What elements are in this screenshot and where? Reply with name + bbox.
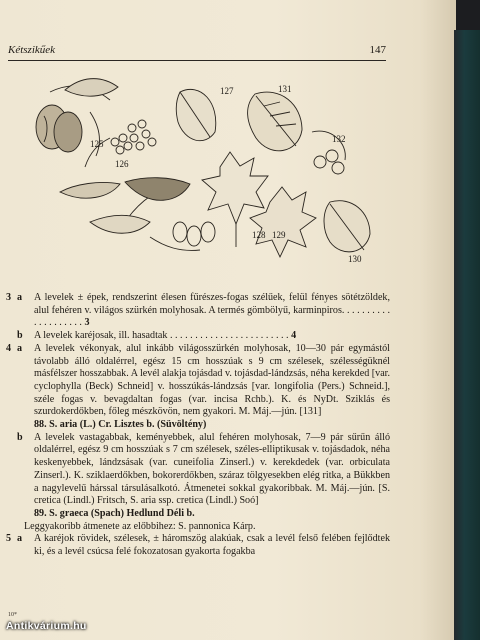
figure-label: 125	[90, 139, 104, 149]
key-entry	[6, 343, 390, 432]
key-number: 4	[6, 342, 12, 354]
key-letter: a	[17, 342, 23, 354]
figure-label: 130	[348, 254, 362, 264]
figure-label: 129	[272, 230, 286, 240]
key-text-body: A karéjok rövidek, szélesek, ± háromszög alakúak, csak a levél felső felében fejlődtek ki, és a levél csúcsa felé fokozatosan gyakorta fogakba	[34, 533, 390, 558]
figure-label: 128	[252, 230, 266, 240]
species-name: 88. S. aria (L.) Cr. Lisztes b. (Süvöltény)	[34, 419, 207, 431]
key-text-body: A levelek ± épek, rendszerint élesen fűrészes-fogas szélűek, felül fényes sötétzöldek, alul fehéren v. világos szürkén molyhosak. A termés gömbölyű, karminpiros.	[34, 292, 390, 316]
key-text-body: A levelek karéjosak, ill. hasadtak	[34, 330, 168, 342]
watermark: Antikvárium.hu	[6, 620, 87, 632]
book-spine	[454, 30, 480, 640]
key-reference: 4	[291, 330, 297, 342]
figure-label: 132	[332, 134, 346, 144]
figure-label: 127	[220, 86, 234, 96]
botanical-illustration	[30, 72, 390, 272]
key-entry	[6, 432, 390, 521]
figure-label: 126	[115, 159, 129, 169]
printer-signature: 10*	[8, 612, 17, 618]
key-letter: a	[17, 533, 23, 545]
note-line	[6, 521, 390, 534]
key-text-body: A levelek vastagabbak, keményebbek, alul fehéren molyhosak, 7—9 pár sűrűn álló oldalérrel, egész 9 cm hosszúak s 7 cm szélesek, széles-elliptikusak v. tojásdadok, néha keskenyebbek, lándzsásak (var. cuneifolia Zinserl.) v. kerekdedek (var. orbiculata Zinserl.). K. sziklaerdőkben, bokorerdőkben, száraz tölgyesekben elég ritka, a Bükkben a nagylevelű hárssal társulásalkotó. Átmenetei sokkal gyakoribbak. M. Máj.—jún. [S. cretica (Lindl.) Fritsch, S. aria ssp. cretica (Lindl.) Soó]	[34, 431, 390, 507]
key-reference: 3	[84, 317, 90, 329]
running-head: Kétszikűek	[8, 44, 56, 56]
note-text: Leggyakoribb átmenete az előbbihez: S. pannonica Kárp.	[24, 520, 256, 532]
key-letter: b	[17, 431, 23, 443]
key-entry	[6, 533, 390, 558]
figure-label: 131	[278, 84, 292, 94]
key-letter: a	[17, 292, 23, 303]
species-name: 89. S. graeca (Spach) Hedlund Déli b.	[34, 507, 195, 519]
key-text-body: A levelek vékonyak, alul inkább világosszürkén molyhosak, 10—30 pár egymástól távolabb álló oldalérrel, egész 15 cm hosszúak s 9 cm szélesek, szélességüknél másfélszer hosszabbak. A levél alakja tojásdad v. tojásdad-lándzsás, néha kerekded [var. cyclophylla (Beck) Schneid] v. hosszúkás-lándzsás [var. longifolia (Pers.) Schneid.], széle fogas v. bevagdaltan fogas (var. incisa Rchb.). K. és NyDt. Sziklás és szurdokerdőkben, főleg mészkövön, nem gyakori. M. Máj.—jún. [131]	[34, 342, 390, 418]
key-letter: b	[17, 330, 23, 342]
page-number: 147	[369, 44, 386, 56]
key-number: 3	[6, 292, 12, 303]
key-entry: b A levelek karéjosak, ill. hasadtak . . . . . . . . . . . . . . . . . . . . . . . . 4	[17, 330, 297, 342]
page-header	[8, 40, 386, 61]
key-text	[6, 292, 390, 559]
key-entry: 3 a A levelek ± épek, rendszerint élesen fűrészes-fogas szélűek, felül fényes sötétzöldek, alul fehéren v. világos szürkén molyhosak. A termés gömbölyű, karminpiros. . . . . . . . . . . . . . . . . . . . 3	[6, 292, 390, 329]
key-number: 5	[6, 533, 12, 545]
